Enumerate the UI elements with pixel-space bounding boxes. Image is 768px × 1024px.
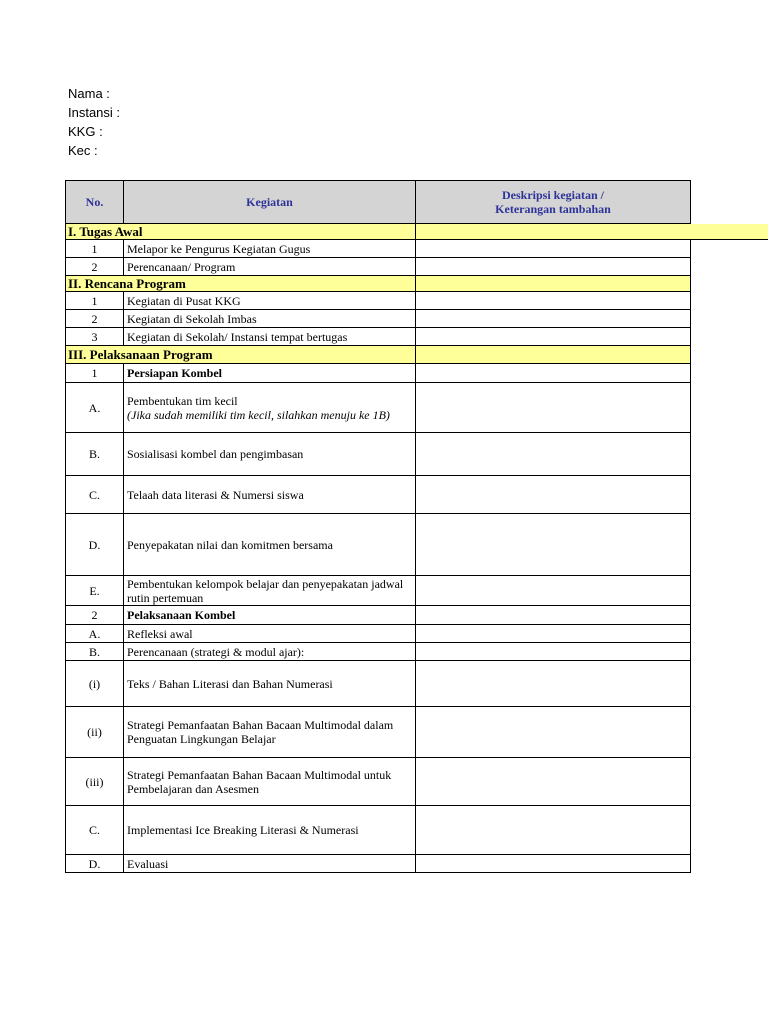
header-deskripsi	[415, 180, 691, 224]
row-description-cell[interactable]	[415, 643, 691, 661]
row-number: (iii)	[65, 758, 123, 806]
activity-text: Pembentukan tim kecil	[127, 393, 238, 408]
table-row	[0, 328, 768, 346]
activity-text: Teks / Bahan Literasi dan Bahan Numerasi	[127, 676, 333, 691]
table-row	[0, 258, 768, 276]
row-number: A.	[65, 625, 123, 643]
table-row	[0, 514, 768, 576]
section-title: I. Tugas Awal	[65, 224, 415, 240]
table-row	[0, 758, 768, 806]
row-number: D.	[65, 514, 123, 576]
activity-text: Penyepakatan nilai dan komitmen bersama	[127, 537, 333, 552]
row-number: (i)	[65, 661, 123, 707]
table-row	[0, 707, 768, 758]
row-description-cell[interactable]	[415, 258, 691, 276]
row-number: E.	[65, 576, 123, 606]
row-description-cell[interactable]	[415, 625, 691, 643]
activity-text: Strategi Pemanfaatan Bahan Bacaan Multimodal dalam Penguatan Lingkungan Belajar	[127, 718, 394, 746]
row-number: 2	[65, 606, 123, 625]
row-activity	[123, 855, 415, 873]
activity-note: (Jika sudah memiliki tim kecil, silahkan menuju ke 1B)	[127, 407, 390, 422]
row-number: B.	[65, 433, 123, 476]
activity-text: Implementasi Ice Breaking Literasi & Numerasi	[127, 823, 359, 837]
row-activity	[123, 310, 415, 328]
row-number: A.	[65, 383, 123, 433]
row-activity	[123, 625, 415, 643]
row-number: B.	[65, 643, 123, 661]
section-fill	[415, 346, 691, 364]
section-title: II. Rencana Program	[65, 276, 415, 292]
row-number: 2	[65, 310, 123, 328]
header-no: No.	[65, 180, 123, 224]
table-row	[0, 433, 768, 476]
table-row	[0, 292, 768, 310]
activity-text: Perencanaan (strategi & modul ajar):	[127, 644, 305, 659]
row-number: 1	[65, 292, 123, 310]
table-row	[0, 643, 768, 661]
row-description-cell[interactable]	[415, 514, 691, 576]
table-row	[0, 383, 768, 433]
row-activity	[123, 383, 415, 433]
row-activity	[123, 661, 415, 707]
row-description-cell[interactable]	[415, 328, 691, 346]
activity-text: Sosialisasi kombel dan pengimbasan	[127, 447, 304, 461]
row-description-cell[interactable]	[415, 758, 691, 806]
section-fill	[415, 224, 768, 240]
row-description-cell[interactable]	[415, 606, 691, 625]
row-description-cell[interactable]	[415, 310, 691, 328]
activity-text: Perencanaan/ Program	[127, 259, 236, 274]
row-description-cell[interactable]	[415, 240, 691, 258]
row-activity	[123, 606, 415, 625]
row-description-cell[interactable]	[415, 855, 691, 873]
activity-text: Refleksi awal	[127, 626, 193, 641]
section-row	[0, 346, 768, 364]
section-title: III. Pelaksanaan Program	[65, 346, 415, 364]
activity-text: Kegiatan di Pusat KKG	[127, 293, 241, 308]
row-activity	[123, 643, 415, 661]
row-description-cell[interactable]	[415, 661, 691, 707]
row-number: C.	[65, 476, 123, 514]
field-kkg: KKG :	[68, 124, 103, 139]
table-row	[0, 625, 768, 643]
row-description-cell[interactable]	[415, 576, 691, 606]
row-number: 1	[65, 364, 123, 383]
table-row	[0, 240, 768, 258]
activity-text: Persiapan Kombel	[127, 366, 222, 380]
table-row	[0, 310, 768, 328]
row-activity	[123, 258, 415, 276]
activity-text: Telaah data literasi & Numersi siswa	[127, 487, 304, 502]
table-row	[0, 576, 768, 606]
header-kegiatan: Kegiatan	[123, 180, 415, 224]
row-description-cell[interactable]	[415, 476, 691, 514]
activity-text: Strategi Pemanfaatan Bahan Bacaan Multimodal untuk Pembelajaran dan Asesmen	[127, 767, 392, 796]
row-activity	[123, 364, 415, 383]
section-fill	[415, 276, 691, 292]
field-kec: Kec :	[68, 143, 98, 158]
activity-text: Kegiatan di Sekolah/ Instansi tempat bertugas	[127, 329, 348, 344]
header-deskripsi-line1: Deskripsi kegiatan /	[501, 188, 604, 202]
table-row	[0, 855, 768, 873]
section-row	[0, 224, 768, 240]
activity-text: Melapor ke Pengurus Kegiatan Gugus	[127, 241, 311, 256]
field-nama: Nama :	[68, 86, 110, 101]
row-activity	[123, 476, 415, 514]
activity-text: Pembentukan kelompok belajar dan penyepakatan jadwal rutin pertemuan	[127, 576, 404, 605]
row-description-cell[interactable]	[415, 806, 691, 855]
row-number: 3	[65, 328, 123, 346]
row-activity	[123, 433, 415, 476]
activity-text: Evaluasi	[127, 856, 169, 871]
row-number: (ii)	[65, 707, 123, 758]
row-description-cell[interactable]	[415, 383, 691, 433]
row-activity	[123, 514, 415, 576]
row-description-cell[interactable]	[415, 433, 691, 476]
row-activity	[123, 328, 415, 346]
row-number: D.	[65, 855, 123, 873]
row-number: 2	[65, 258, 123, 276]
row-description-cell[interactable]	[415, 292, 691, 310]
activity-text: Kegiatan di Sekolah Imbas	[127, 311, 257, 326]
row-activity	[123, 292, 415, 310]
row-activity	[123, 758, 415, 806]
row-description-cell[interactable]	[415, 364, 691, 383]
field-instansi: Instansi :	[68, 105, 121, 120]
row-description-cell[interactable]	[415, 707, 691, 758]
table-row	[0, 661, 768, 707]
table-row	[0, 476, 768, 514]
row-number: C.	[65, 806, 123, 855]
table-row	[0, 606, 768, 625]
table-row	[0, 364, 768, 383]
row-activity	[123, 576, 415, 606]
row-number: 1	[65, 240, 123, 258]
row-activity	[123, 806, 415, 855]
table-header-row	[0, 180, 768, 224]
row-activity	[123, 707, 415, 758]
table-row	[0, 806, 768, 855]
section-row	[0, 276, 768, 292]
row-activity	[123, 240, 415, 258]
header-deskripsi-line2: Keterangan tambahan	[495, 202, 611, 216]
activity-text: Pelaksanaan Kombel	[127, 608, 236, 622]
